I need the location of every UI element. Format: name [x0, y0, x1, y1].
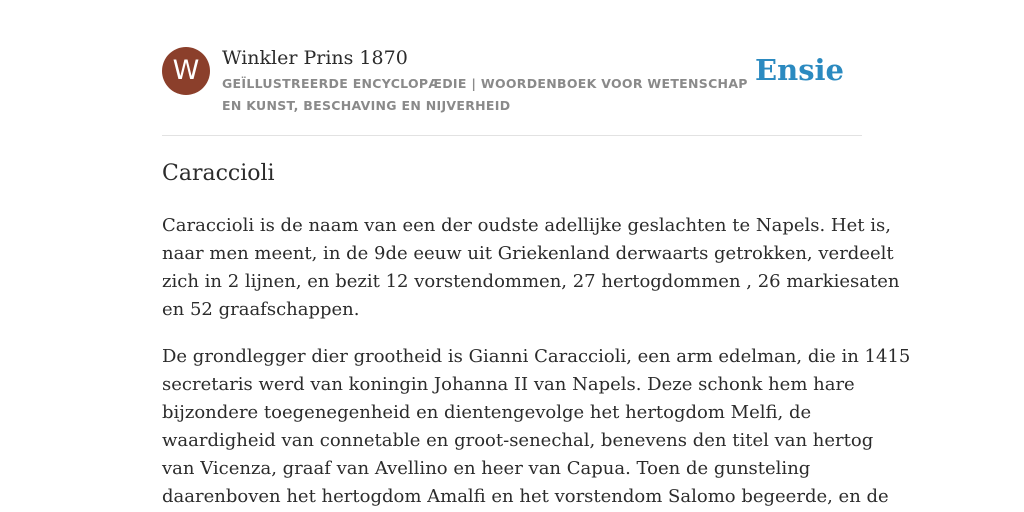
paragraph-line: De grondlegger dier grootheid is Gianni Caraccioli, een arm edelman, die in 1415	[162, 346, 911, 367]
source-header	[162, 46, 862, 116]
paragraph-line: Caraccioli is de naam van een der oudste adellijke geslachten te Napels. Het is,	[162, 215, 891, 236]
header-divider	[162, 135, 862, 136]
source-title[interactable]: Winkler Prins 1870	[222, 47, 408, 69]
article-paragraph	[162, 212, 900, 324]
article-paragraph	[162, 343, 911, 511]
source-subtitle: GEÏLLUSTREERDE ENCYCLOPÆDIE | WOORDENBOEK VOOR WETENSCHAP EN KUNST, BESCHAVING EN NIJVERHEID	[222, 76, 748, 113]
article-title: Caraccioli	[162, 161, 275, 186]
paragraph-line: van Vicenza, graaf van Avellino en heer van Capua. Toen de gunsteling	[162, 458, 811, 479]
ensie-logo[interactable]: Ensie	[755, 53, 844, 87]
paragraph-line: secretaris werd van koningin Johanna II van Napels. Deze schonk hem hare	[162, 374, 855, 395]
paragraph-line: zich in 2 lijnen, en bezit 12 vorstendommen, 27 hertogdommen , 26 markiesaten	[162, 271, 900, 292]
source-avatar[interactable]: W	[162, 47, 210, 95]
paragraph-line: daarenboven het hertogdom Amalfi en het vorstendom Salomo begeerde, en de	[162, 486, 889, 507]
paragraph-line: bijzondere toegenegenheid en dientengevolge het hertogdom Melfi, de	[162, 402, 812, 423]
paragraph-line: naar men meent, in de 9de eeuw uit Griekenland derwaarts getrokken, verdeelt	[162, 243, 894, 264]
article-body	[162, 212, 911, 512]
paragraph-line: waardigheid van connetable en groot-senechal, benevens den titel van hertog	[162, 430, 874, 451]
paragraph-line: en 52 graafschappen.	[162, 299, 360, 320]
